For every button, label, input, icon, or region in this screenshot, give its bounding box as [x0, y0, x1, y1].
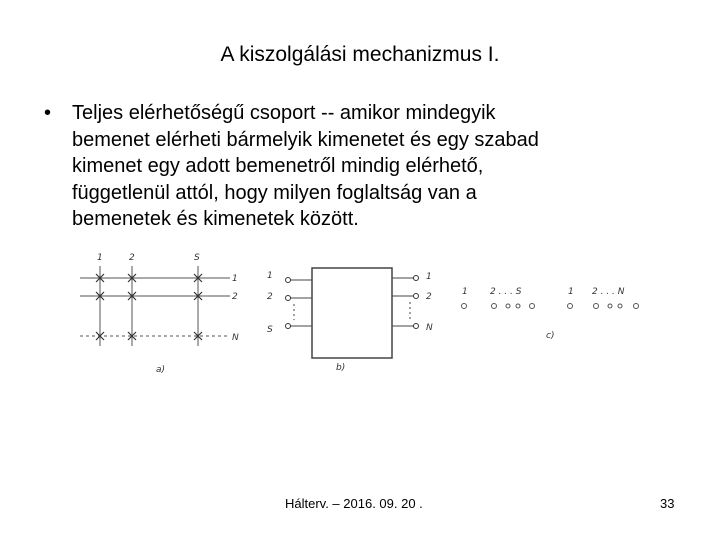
bullet-line: bemenet elérheti bármelyik kimenetet és egy szabad [72, 128, 539, 151]
terminal-groups [462, 304, 639, 309]
crosspoint-marks [96, 274, 202, 340]
bullet-line: kimenet egy adott bemenetről mindig elérhető, [72, 155, 484, 177]
terminal-group-label: 2 . . . S [490, 287, 522, 297]
crossbar-col-label: 2 [129, 253, 135, 263]
switching-diagram-figure [80, 248, 650, 378]
switch-box-input-label: 2 [267, 292, 273, 302]
switch-box-input-label: 1 [267, 271, 273, 281]
bullet-line: bemenetek és kimenetek között. [72, 208, 359, 230]
bullet-dot: • [44, 102, 52, 124]
terminal-group-caption: c) [546, 331, 555, 341]
crossbar-row-label: N [232, 333, 239, 343]
crossbar-caption: a) [156, 365, 166, 375]
terminal-group-label: 1 [568, 287, 574, 297]
switch-box-input-label: S [267, 325, 273, 335]
bullet-item [44, 100, 684, 233]
switch-box-caption: b) [336, 363, 346, 373]
switch-box-output-label: 2 [426, 292, 432, 302]
switch-box-output-label: N [426, 323, 433, 333]
crossbar-row-label: 2 [232, 292, 238, 302]
crossbar-row-label: 1 [232, 274, 238, 284]
bullet-line: Teljes elérhetőségű csoport -- amikor mindegyik [72, 102, 496, 124]
slide-title: A kiszolgálási mechanizmus I. [220, 43, 500, 66]
bullet-text [72, 100, 684, 233]
bullet-line: függetlenül attól, hogy milyen foglaltság van a [72, 181, 477, 204]
footer-text: Hálterv. – 2016. 09. 20 . [285, 496, 423, 511]
switch-box-terminals [286, 276, 419, 329]
switch-box-output-label: 1 [426, 272, 432, 282]
terminal-group-label: 1 [462, 287, 468, 297]
terminal-group-label: 2 . . . N [592, 287, 625, 297]
page-number: 33 [660, 496, 675, 511]
crossbar-col-label: 1 [97, 253, 103, 263]
switch-box-diagram [290, 268, 414, 358]
crossbar-col-label: S [194, 253, 200, 263]
